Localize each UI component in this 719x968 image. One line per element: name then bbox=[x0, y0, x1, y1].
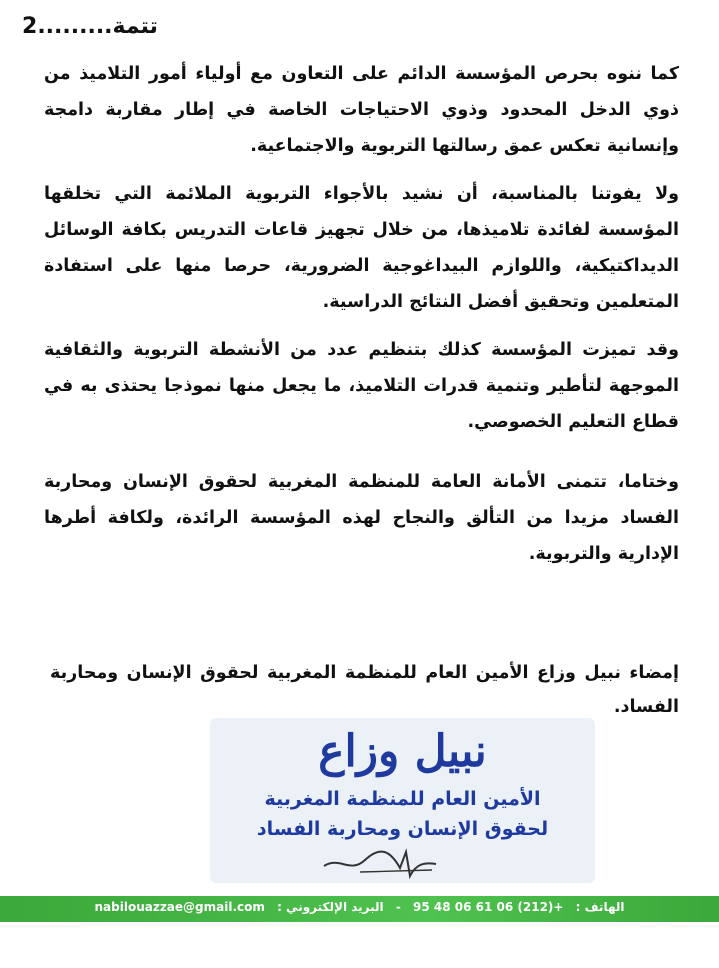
paragraph-activities: وقد تميزت المؤسسة كذلك بتنظيم عدد من الأنشطة التربوية والثقافية الموجهة لتأطير وتنمية قدرات التلاميذ، ما يجعل منها نموذجا يحتذى به في قطاع التعليم الخصوصي. bbox=[44, 340, 679, 432]
handwritten-signature-icon bbox=[320, 846, 440, 880]
stamp-title-line-1: الأمين العام للمنظمة المغربية bbox=[264, 788, 541, 810]
paragraph-closing: وختاما، تتمنى الأمانة العامة للمنظمة المغربية لحقوق الإنسان ومحاربة الفساد مزيدا من التألق والنجاح لهذه المؤسسة الرائدة، ولكافة أطرها الإدارية والتربوية. bbox=[44, 472, 679, 564]
continuation-header: تتمة.........2 bbox=[22, 14, 158, 39]
email-link[interactable]: nabilouazzae@gmail.com bbox=[94, 900, 265, 914]
stamp-title-line-2: لحقوق الإنسان ومحاربة الفساد bbox=[256, 818, 549, 840]
paragraph-inclusion: كما ننوه بحرص المؤسسة الدائم على التعاون مع أولياء أمور التلاميذ من ذوي الدخل المحدود وذوي الاحتياجات الخاصة في إطار مقاربة دامجة وإنسانية تعكس عمق رسالتها التربوية والاجتماعية. bbox=[44, 64, 679, 156]
footer-contact-text bbox=[0, 900, 719, 914]
letter-body bbox=[44, 56, 679, 584]
signature-line: إمضاء نبيل وزاع الأمين العام للمنظمة المغربية لحقوق الإنسان ومحاربة الفساد. bbox=[50, 663, 679, 717]
official-stamp bbox=[210, 718, 595, 883]
footer-contact-bar bbox=[0, 896, 719, 922]
stamp-name: نبيل وزاع bbox=[318, 726, 487, 777]
phone-label: الهاتف : bbox=[575, 900, 625, 914]
phone-number: 95 48 06 61 06 (212)+ bbox=[413, 900, 564, 914]
paragraph-environment: ولا يفوتنا بالمناسبة، أن نشيد بالأجواء التربوية الملائمة التي تخلقها المؤسسة لفائدة تلاميذها، من خلال تجهيز قاعات التدريس بكافة الوسائل الديداكتيكية، واللوازم البيداغوجية الضرورية، حرصا منها على استفادة المتعلمين وتحقيق أفضل النتائج الدراسية. bbox=[44, 184, 679, 312]
email-label: البريد الإلكتروني : bbox=[277, 900, 384, 914]
footer-separator: - bbox=[395, 900, 401, 914]
